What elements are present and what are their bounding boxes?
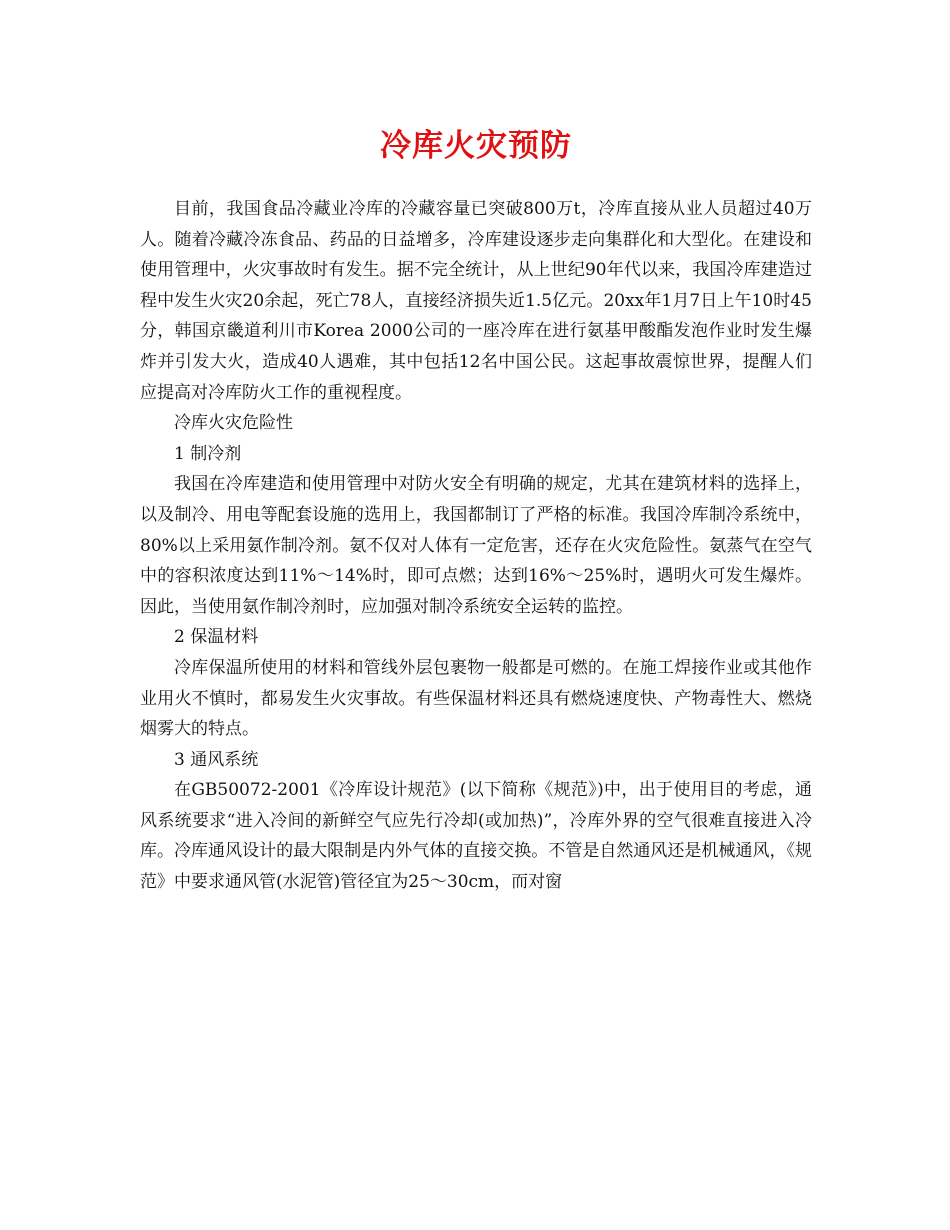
insulation-paragraph: 冷库保温所使用的材料和管线外层包裹物一般都是可燃的。在施工焊接作业或其他作业用火不慎时，都易发生火灾事故。有些保温材料还具有燃烧速度快、产物毒性大、燃烧烟雾大的特点。: [140, 657, 812, 740]
subsection-heading-ventilation: 3 通风系统: [174, 749, 259, 770]
document-title: 冷库火灾预防: [380, 128, 572, 164]
section-heading-fire-hazard: 冷库火灾危险性: [174, 413, 293, 434]
subsection-heading-refrigerant: 1 制冷剂: [174, 443, 242, 464]
ventilation-paragraph: 在GB50072-2001《冷库设计规范》(以下简称《规范》)中，出于使用目的考虑，通风系统要求“进入冷间的新鲜空气应先行冷却(或加热)”，冷库外界的空气很难直接进入冷库。冷库通风设计的最大限制是内外气体的直接交换。不管是自然通风还是机械通风，《规范》中要求通风管(水泥管)管径宜为25～30cm，而对窗: [140, 780, 812, 893]
intro-paragraph: 目前，我国食品冷藏业冷库的冷藏容量已突破800万t，冷库直接从业人员超过40万人。随着冷藏冷冻食品、药品的日益增多，冷库建设逐步走向集群化和大型化。在建设和使用管理中，火灾事故时有发生。据不完全统计，从上世纪90年代以来，我国冷库建造过程中发生火灾20余起，死亡78人，直接经济损失近1.5亿元。20xx年1月7日上午10时45分，韩国京畿道利川市Korea 2000公司的一座冷库在进行氨基甲酸酯发泡作业时发生爆炸并引发大火，造成40人遇难，其中包括12名中国公民。这起事故震惊世界，提醒人们应提高对冷库防火工作的重视程度。: [140, 199, 812, 403]
document-page: [140, 120, 812, 898]
subsection-heading-insulation: 2 保温材料: [174, 627, 259, 648]
refrigerant-paragraph: 我国在冷库建造和使用管理中对防火安全有明确的规定，尤其在建筑材料的选择上，以及制冷、用电等配套设施的选用上，我国都制订了严格的标准。我国冷库制冷系统中，80%以上采用氨作制冷剂。氨不仅对人体有一定危害，还存在火灾危险性。氨蒸气在空气中的容积浓度达到11%～14%时，即可点燃；达到16%～25%时，遇明火可发生爆炸。因此，当使用氨作制冷剂时，应加强对制冷系统安全运转的监控。: [140, 474, 812, 617]
